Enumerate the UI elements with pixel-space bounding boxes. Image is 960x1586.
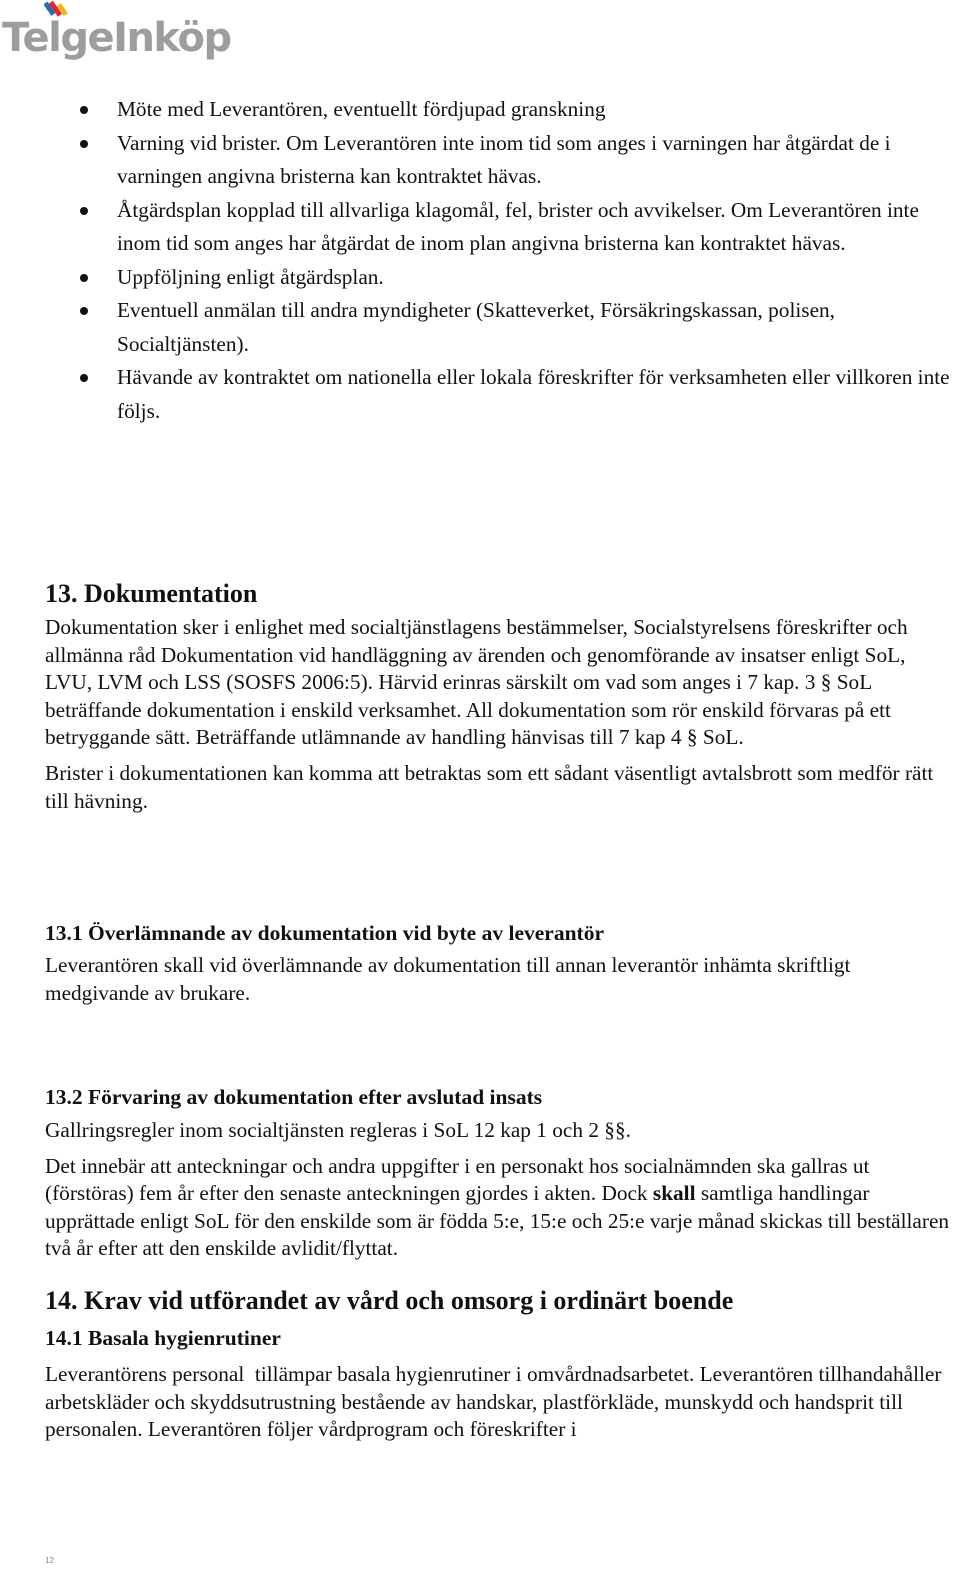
section-14-1	[45, 1323, 957, 1444]
section-13-paragraph-1: Dokumentation sker i enlighet med socialtjänstlagens bestämmelser, Socialstyrelsens föreskrifter och allmänna råd Dokumentation vid handläggning av ärenden och genomförande av insatser enligt SoL, LVU, LVM och LSS (SOSFS 2006:5). Härvid erinras särskilt om vad som anges i 7 kap. 3 § SoL beträffande dokumentation i enskild verksamhet. All dokumentation som rör enskild förvaras på ett betryggande sätt. Beträffande utlämnande av handling hänvisas till 7 kap 4 § SoL.	[45, 615, 908, 750]
page-number: 12	[45, 1556, 54, 1565]
bullet-list	[0, 93, 960, 428]
bullet-icon	[80, 274, 88, 282]
section-13-2-paragraph-1: Gallringsregler inom socialtjänsten regleras i SoL 12 kap 1 och 2 §§.	[45, 1118, 631, 1142]
list-item: Åtgärdsplan kopplad till allvarliga klagomål, fel, brister och avvikelser. Om Leverantören inte inom tid som anges har åtgärdat de inom plan angivna bristerna kan kontraktet hävas.	[0, 194, 960, 261]
section-13-1-paragraph: Leverantören skall vid överlämnande av dokumentation till annan leverantör inhämta skriftligt medgivande av brukare.	[45, 953, 851, 1005]
section-14-heading: 14. Krav vid utförandet av vård och omsorg i ordinärt boende	[45, 1286, 734, 1315]
section-13-1-heading: 13.1 Överlämnande av dokumentation vid byte av leverantör	[45, 921, 604, 945]
bullet-icon	[80, 140, 88, 148]
section-13-2-paragraph-2: Det innebär att anteckningar och andra uppgifter i en personakt hos socialnämnden ska gallras ut (förstöras) fem år efter den senaste anteckningen gjordes i akten. Dock skall samtliga handlingar upprättade enligt SoL för den enskilde som är födda 5:e, 15:e och 25:e varje månad skickas till beställaren två år efter att den enskilde avlidit/flyttat.	[45, 1153, 950, 1261]
bullet-icon	[80, 307, 88, 315]
bullet-icon	[80, 106, 88, 114]
bullet-icon	[80, 374, 88, 382]
bullet-icon	[80, 207, 88, 215]
section-13-1	[45, 918, 957, 1007]
list-item: Hävande av kontraktet om nationella eller lokala föreskrifter för verksamheten eller villkoren inte följs.	[0, 361, 960, 428]
section-14-1-heading: 14.1 Basala hygienrutiner	[45, 1326, 281, 1350]
logo-text: TelgeInköp	[2, 15, 231, 61]
list-item: Eventuell anmälan till andra myndigheter (Skatteverket, Försäkringskassan, polisen, Socialtjänsten).	[0, 294, 960, 361]
section-14	[45, 1285, 957, 1317]
telge-inkop-logo	[0, 0, 231, 64]
list-item: Möte med Leverantören, eventuellt fördjupad granskning	[0, 93, 960, 127]
section-13	[45, 578, 957, 815]
section-13-2-heading: 13.2 Förvaring av dokumentation efter avslutad insats	[45, 1085, 543, 1109]
list-item: Uppföljning enligt åtgärdsplan.	[0, 261, 960, 295]
section-13-paragraph-2: Brister i dokumentationen kan komma att betraktas som ett sådant väsentligt avtalsbrott som medför rätt till hävning.	[45, 760, 934, 813]
list-item: Varning vid brister. Om Leverantören inte inom tid som anges i varningen har åtgärdat de i varningen angivna bristerna kan kontraktet hävas.	[0, 127, 960, 194]
section-13-heading: 13. Dokumentation	[45, 579, 258, 608]
section-13-2	[45, 1082, 957, 1263]
section-14-1-paragraph: Leverantörens personal tillämpar basala hygienrutiner i omvårdnadsarbetet. Leverantören tillhandahåller arbetskläder och skyddsutrustning bestående av handskar, plastförkläde, munskydd och handsprit till personalen. Leverantören följer vårdprogram och föreskrifter i	[45, 1362, 947, 1442]
